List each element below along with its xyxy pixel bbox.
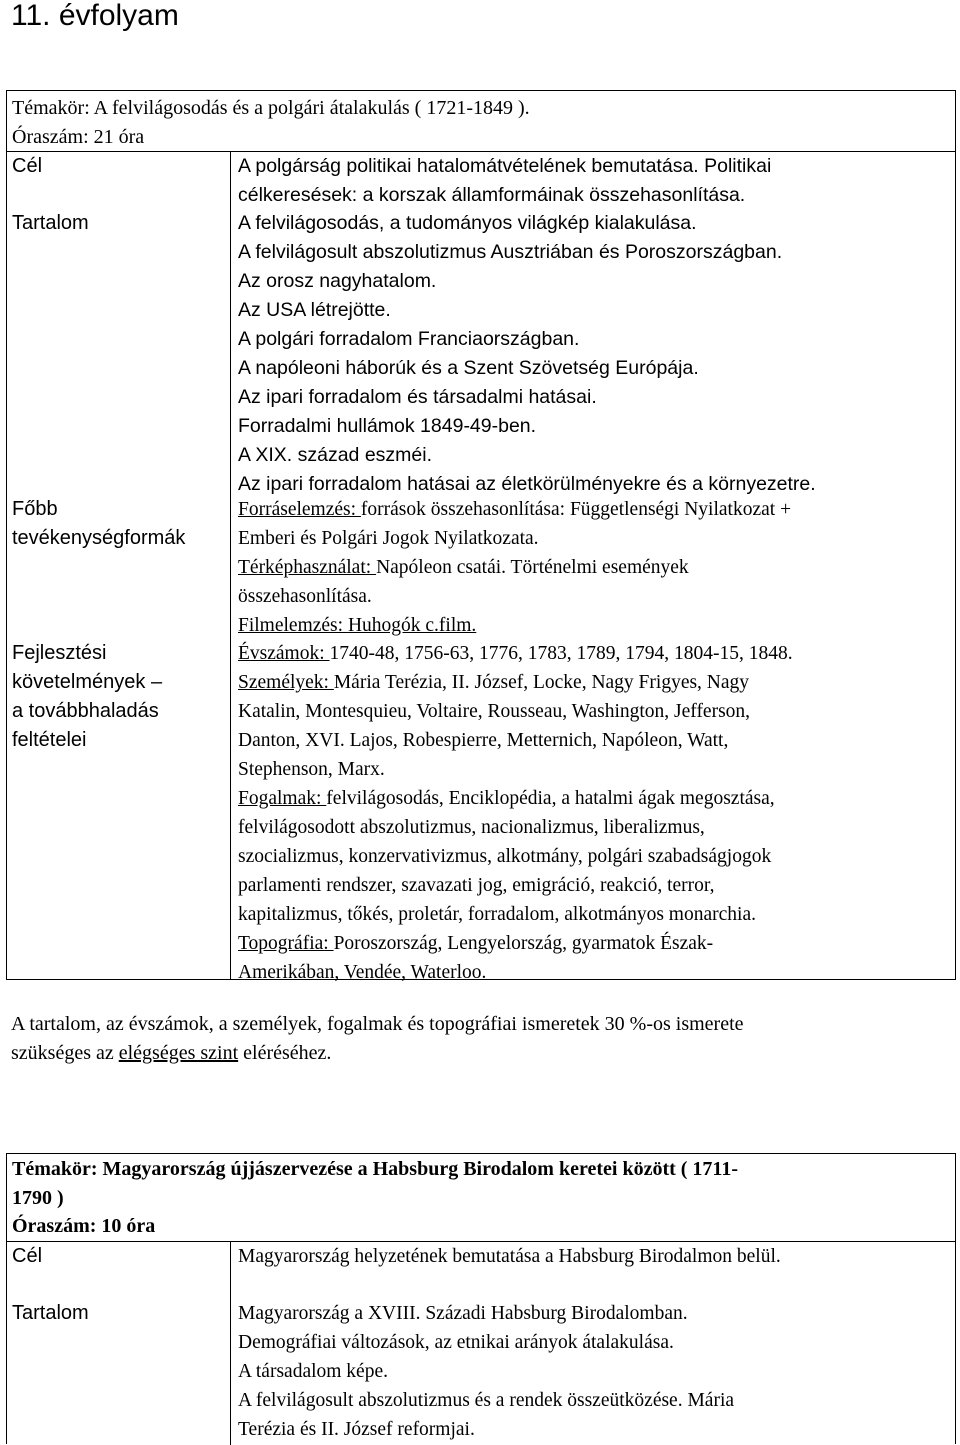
goal-content — [238, 1242, 954, 1271]
dates-line — [238, 639, 954, 668]
source-analysis-line — [238, 495, 954, 524]
map-usage-label: Térképhasználat: — [238, 557, 377, 578]
activities-label — [12, 495, 224, 553]
activities-label-line: Főbb — [12, 498, 58, 520]
requirement-note — [11, 1010, 951, 1068]
goal-label: Cél — [12, 155, 43, 177]
content-line: Az ipari forradalom és társadalmi hatásai. — [238, 386, 597, 408]
dates-text: 1740-48, 1756-63, 1776, 1783, 1789, 1794, 1804-15, 1848. — [329, 643, 793, 664]
concepts-text-cont: kapitalizmus, tőkés, proletár, forradalom, alkotmányos monarchia. — [238, 904, 756, 925]
content-line: A felvilágosult abszolutizmus és a rendek összeütközése. Mária — [238, 1390, 735, 1411]
column-divider — [230, 151, 231, 979]
note-text: eléréséhez. — [238, 1042, 332, 1064]
topography-text-cont: Amerikában, Vendée, Waterloo. — [238, 962, 487, 983]
content-line: A XIX. század eszméi. — [238, 444, 433, 466]
content-list — [238, 1299, 954, 1444]
source-analysis-text: források összehasonlítása: Függetlenségi Nyilatkozat + — [360, 499, 792, 520]
persons-text-cont: Katalin, Montesquieu, Voltaire, Rousseau, Washington, Jefferson, — [238, 701, 751, 722]
persons-text-cont: Danton, XVI. Lajos, Robespierre, Metternich, Napóleon, Watt, — [238, 730, 729, 751]
topic-title-cont: 1790 ) — [12, 1187, 64, 1209]
topic-title: Témakör: A felvilágosodás és a polgári átalakulás ( 1721-1849 ). — [12, 97, 530, 119]
hours-label: Óraszám: 10 óra — [12, 1215, 156, 1237]
content-line: Az orosz nagyhatalom. — [238, 270, 437, 292]
content-line: A felvilágosodás, a tudományos világkép kialakulása. — [238, 212, 697, 234]
requirements-label — [12, 639, 224, 755]
goal-content — [238, 152, 954, 210]
concepts-label: Fogalmak: — [238, 788, 327, 809]
film-analysis-label: Filmelemzés: — [238, 615, 348, 636]
content-line: A társadalom képe. — [238, 1361, 388, 1382]
goal-line: A polgárság politikai hatalomátvételének bemutatása. Politikai — [238, 155, 772, 177]
requirements-label-line: a továbbhaladás — [12, 700, 159, 722]
source-analysis-label: Forráselemzés: — [238, 499, 361, 520]
concepts-text-cont: parlamenti rendszer, szavazati jog, emigráció, reakció, terror, — [238, 875, 715, 896]
film-analysis-line — [238, 611, 954, 640]
concepts-text-cont: felvilágosodott abszolutizmus, nacionalizmus, liberalizmus, — [238, 817, 705, 838]
persons-label: Személyek: — [238, 672, 334, 693]
content-line: A polgári forradalom Franciaországban. — [238, 328, 580, 350]
topic-table-1 — [6, 90, 956, 983]
content-line: Az USA létrejötte. — [238, 299, 391, 321]
content-line: A felvilágosult abszolutizmus Ausztriában és Poroszországban. — [238, 241, 783, 263]
persons-text: Mária Terézia, II. József, Locke, Nagy Frigyes, Nagy — [333, 672, 750, 693]
goal-line: Magyarország helyzetének bemutatása a Habsburg Birodalmon belül. — [238, 1246, 781, 1267]
content-list — [238, 209, 954, 499]
content-line: A napóleoni háborúk és a Szent Szövetség Európája. — [238, 357, 699, 379]
persons-text-cont: Stephenson, Marx. — [238, 759, 385, 780]
map-usage-line — [238, 553, 954, 582]
map-usage-text-cont: összehasonlítása. — [238, 586, 372, 607]
content-line: Terézia és II. József reformjai. — [238, 1419, 475, 1440]
hours-label: Óraszám: 21 óra — [12, 126, 145, 148]
content-line: Forradalmi hullámok 1849-49-ben. — [238, 415, 537, 437]
column-divider — [230, 1241, 231, 1445]
note-text: szükséges az — [11, 1042, 119, 1064]
topography-line — [238, 929, 954, 958]
goal-line: célkeresések: a korszak államformáinak összehasonlítása. — [238, 184, 746, 206]
content-label: Tartalom — [12, 1302, 89, 1324]
activities-label-line: tevékenységformák — [12, 527, 186, 549]
concepts-text-cont: szocializmus, konzervativizmus, alkotmány, polgári szabadságjogok — [238, 846, 772, 867]
source-analysis-text-cont: Emberi és Polgári Jogok Nyilatkozata. — [238, 528, 539, 549]
topography-text: Poroszország, Lengyelország, gyarmatok Észak- — [333, 933, 714, 954]
grade-heading: 11. évfolyam — [11, 0, 179, 32]
requirements-content — [238, 639, 954, 987]
concepts-text: felvilágosodás, Enciklopédia, a hatalmi ágak megosztása, — [326, 788, 775, 809]
content-line: Demográfiai változások, az etnikai arányok átalakulása. — [238, 1332, 674, 1353]
content-label: Tartalom — [12, 212, 89, 234]
persons-line — [238, 668, 954, 697]
requirements-label-line: Fejlesztési — [12, 642, 107, 664]
content-line: Magyarország a XVIII. Századi Habsburg Birodalomban. — [238, 1303, 688, 1324]
requirements-label-line: feltételei — [12, 729, 87, 751]
goal-label: Cél — [12, 1245, 43, 1267]
note-emphasis: elégséges szint — [118, 1042, 239, 1064]
map-usage-text: Napóleon csatái. Történelmi események — [376, 557, 689, 578]
concepts-line — [238, 784, 954, 813]
note-line — [11, 1039, 951, 1068]
note-line: A tartalom, az évszámok, a személyek, fogalmak és topográfiai ismeretek 30 %-os ismerete — [11, 1013, 744, 1035]
activities-content — [238, 495, 954, 640]
content-line: Az ipari forradalom hatásai az életkörülményekre és a környezetre. — [238, 473, 816, 495]
topic-title: Témakör: Magyarország újjászervezése a Habsburg Birodalom keretei között ( 1711- — [12, 1158, 738, 1180]
dates-label: Évszámok: — [238, 643, 330, 664]
topic-table-2 — [6, 1153, 956, 1444]
requirements-label-line: követelmények – — [12, 671, 163, 693]
topography-label: Topográfia: — [238, 933, 334, 954]
film-analysis-text: Huhogók c.film. — [347, 615, 477, 636]
